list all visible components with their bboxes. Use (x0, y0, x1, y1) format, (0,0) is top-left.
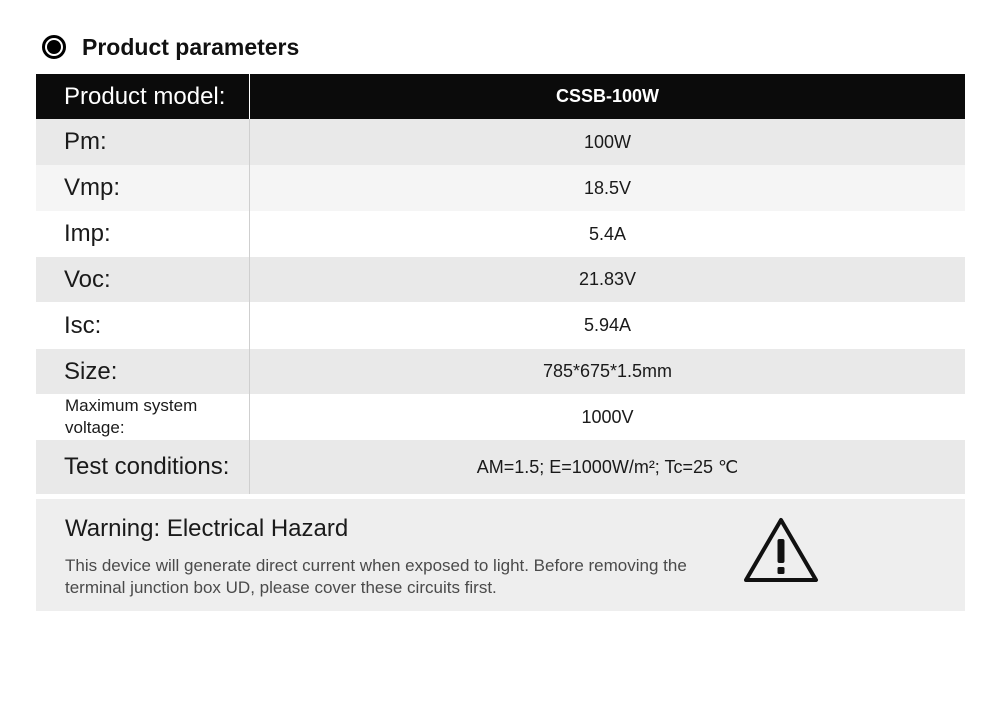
row-value: 5.4A (588, 223, 627, 244)
table-row (36, 302, 965, 349)
parameters-table (36, 74, 965, 494)
table-row (36, 257, 965, 302)
row-label: Isc: (36, 302, 250, 349)
warning-text: This device will generate direct current when exposed to light. Before removing the terminal junction box UD, please cover these circuits first. (65, 556, 687, 597)
row-value: 100W (583, 131, 632, 152)
radio-bullet-icon (42, 35, 66, 59)
table-row (36, 349, 965, 394)
warning-box (36, 499, 965, 611)
row-label: Size: (36, 349, 250, 394)
section-title: Product parameters (82, 33, 300, 60)
table-row (36, 394, 965, 440)
row-value: AM=1.5; E=1000W/m²; Tc=25 ℃ (476, 456, 739, 477)
table-row (36, 119, 965, 165)
header-value: CSSB-100W (555, 86, 660, 106)
warning-triangle-icon (742, 515, 820, 585)
table-row (36, 211, 965, 257)
row-value: 21.83V (578, 269, 637, 289)
table-header-row (36, 74, 965, 119)
table-row (36, 165, 965, 211)
row-label: Voc: (36, 257, 250, 302)
row-value: 785*675*1.5mm (542, 361, 673, 381)
section-heading (42, 33, 299, 61)
header-label: Product model: (36, 74, 250, 119)
warning-title: Warning: Electrical Hazard (65, 515, 349, 542)
row-label: Test conditions: (36, 440, 250, 494)
row-label: Pm: (36, 119, 250, 165)
row-value: 5.94A (583, 315, 632, 335)
row-value: 1000V (581, 406, 634, 427)
row-label: Imp: (36, 211, 250, 257)
row-label: Maximum system voltage: (36, 394, 250, 440)
row-value: 18.5V (583, 177, 632, 198)
row-label: Vmp: (36, 165, 250, 211)
table-row (36, 440, 965, 494)
